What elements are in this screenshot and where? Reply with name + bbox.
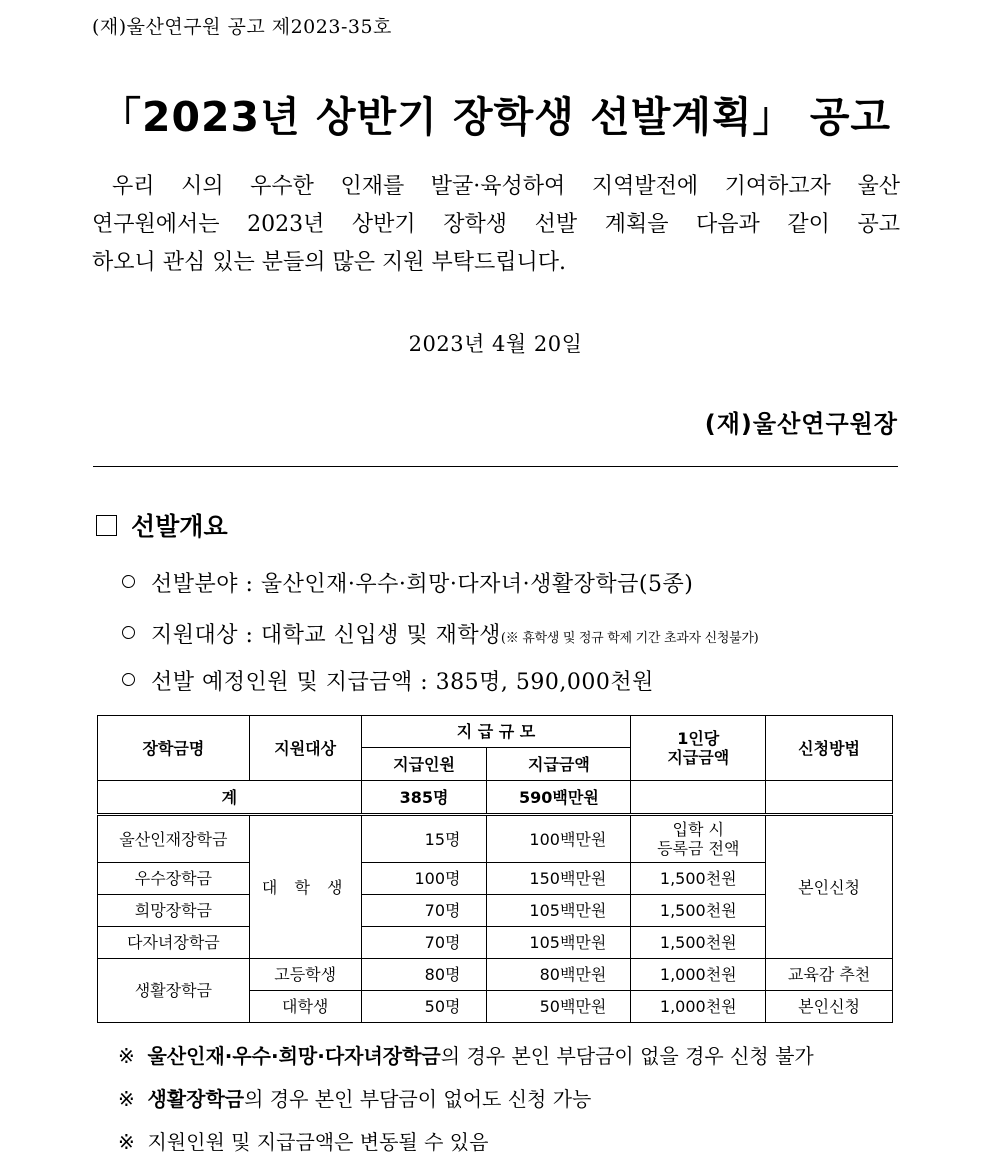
header-per-person-line1: 1인당: [677, 729, 720, 748]
intro-line: 연구원에서는 2023년 상반기 장학생 선발 계획을 다음과 같이 공고: [92, 212, 900, 237]
intro-line: 하오니 관심 있는 분들의 많은 지원 부탁드립니다.: [92, 250, 566, 275]
bullet-item: [122, 618, 758, 649]
cell-amount: 150백만원: [487, 863, 631, 895]
note-item: [118, 1126, 488, 1155]
cell-name: 다자녀장학금: [98, 927, 250, 959]
cell-method: 교육감 추천: [766, 959, 893, 991]
cell-count: 50명: [361, 991, 487, 1023]
total-method: [766, 781, 893, 815]
intro-paragraph: [92, 168, 900, 282]
cell-name: 생활장학금: [98, 959, 250, 1023]
note-text: 의 경우 본인 부담금이 없어도 신청 가능: [244, 1087, 592, 1111]
divider: [93, 466, 898, 467]
cell-per-person: 1,500천원: [631, 895, 766, 927]
table-header-row: [98, 716, 893, 748]
bullet-text: 지원대상 : 대학교 신입생 및 재학생: [151, 623, 501, 648]
section-heading-label: 선발개요: [131, 512, 228, 541]
cell-target: 고등학생: [249, 959, 361, 991]
cell-amount: 100백만원: [487, 815, 631, 863]
cell-per-person: 1,000천원: [631, 959, 766, 991]
note-item: [118, 1083, 591, 1112]
bullet-note: (※ 휴학생 및 정규 학제 기간 초과자 신청불가): [500, 631, 759, 646]
cell-amount: 50백만원: [487, 991, 631, 1023]
note-item: [118, 1040, 814, 1069]
cell-amount: 105백만원: [487, 895, 631, 927]
cell-target: 대학생: [249, 991, 361, 1023]
header-amount: 지급금액: [487, 748, 631, 781]
total-amount: 590백만원: [487, 781, 631, 815]
bullet-item: [122, 567, 693, 598]
notice-date: 2023년 4월 20일: [408, 332, 583, 356]
cell-name: 희망장학금: [98, 895, 250, 927]
note-mark: ※: [118, 1087, 135, 1111]
cell-per-person: 1,500천원: [631, 927, 766, 959]
table-row: [98, 815, 893, 863]
cell-name: 울산인재장학금: [98, 815, 250, 863]
header-per-person: [631, 716, 766, 781]
note-text: 의 경우 본인 부담금이 없을 경우 신청 불가: [440, 1044, 814, 1068]
bullet-item: [122, 665, 654, 696]
bullet-text: 선발 예정인원 및 지급금액 : 385명, 590,000천원: [151, 670, 654, 695]
intro-line: 우리 시의 우수한 인재를 발굴·육성하여 지역발전에 기여하고자 울산: [112, 174, 900, 199]
cell-count: 100명: [361, 863, 487, 895]
note-text: 지원인원 및 지급금액은 변동될 수 있음: [147, 1130, 489, 1154]
cell-method: 본인신청: [766, 991, 893, 1023]
table-total-row: [98, 781, 893, 815]
cell-method: 본인신청: [766, 815, 893, 959]
cell-per-person-line2: 등록금 전액: [657, 839, 740, 858]
total-per-person: [631, 781, 766, 815]
notice-number: (재)울산연구원 공고 제2023-35호: [92, 16, 392, 38]
cell-per-person-line1: 입학 시: [672, 820, 724, 839]
note-bold: 울산인재·우수·희망·다자녀장학금: [147, 1044, 441, 1068]
header-method: 신청방법: [766, 716, 893, 781]
cell-count: 15명: [361, 815, 487, 863]
cell-per-person: 1,500천원: [631, 863, 766, 895]
cell-name: 우수장학금: [98, 863, 250, 895]
scholarship-table: [97, 715, 893, 1023]
total-count: 385명: [361, 781, 487, 815]
circle-bullet-icon: [122, 673, 135, 686]
cell-count: 80명: [361, 959, 487, 991]
cell-per-person: 1,000천원: [631, 991, 766, 1023]
table-row: [98, 959, 893, 991]
header-count: 지급인원: [361, 748, 487, 781]
circle-bullet-icon: [122, 626, 135, 639]
note-mark: ※: [118, 1044, 135, 1068]
cell-amount: 80백만원: [487, 959, 631, 991]
header-per-person-line2: 지급금액: [667, 748, 730, 767]
total-label: 계: [98, 781, 362, 815]
cell-count: 70명: [361, 895, 487, 927]
header-scale: 지 급 규 모: [361, 716, 631, 748]
square-icon: [96, 515, 117, 536]
cell-per-person: [631, 815, 766, 863]
header-name: 장학금명: [98, 716, 250, 781]
bullet-text: 선발분야 : 울산인재·우수·희망·다자녀·생활장학금(5종): [151, 572, 694, 597]
note-mark: ※: [118, 1130, 135, 1154]
header-target: 지원대상: [249, 716, 361, 781]
cell-count: 70명: [361, 927, 487, 959]
page-title: 「2023년 상반기 장학생 선발계획」 공고: [99, 93, 892, 141]
circle-bullet-icon: [122, 575, 135, 588]
cell-amount: 105백만원: [487, 927, 631, 959]
section-heading: [96, 507, 228, 543]
signer: (재)울산연구원장: [704, 410, 898, 438]
cell-group-target: 대 학 생: [249, 815, 361, 959]
note-bold: 생활장학금: [147, 1087, 245, 1111]
